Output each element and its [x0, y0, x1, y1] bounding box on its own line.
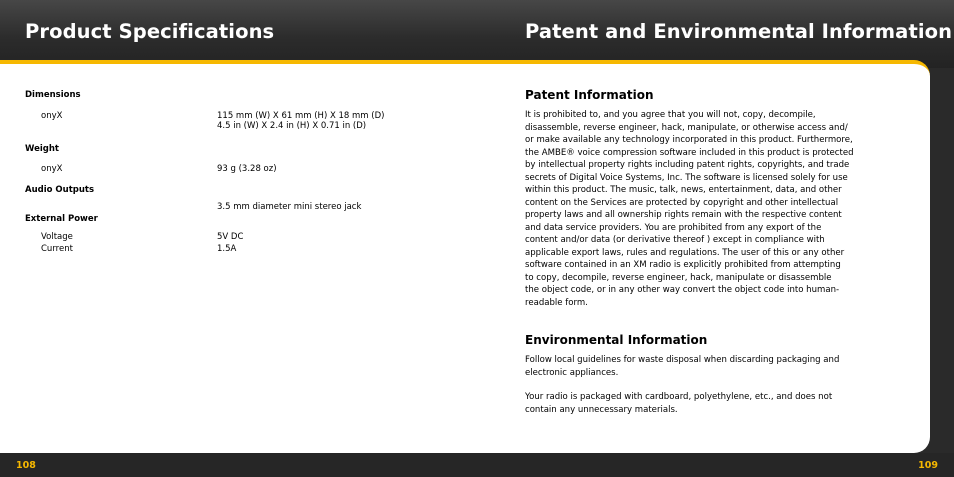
patent-line: the AMBE® voice compression software included in this product is protected — [525, 147, 854, 158]
patent-line: content and/or data (or derivative thereof ) except in compliance with — [525, 235, 825, 245]
patent-line: applicable export laws, rules and regulations. The user of this or any other — [525, 247, 845, 258]
patent-line: property laws and all ownership rights remain with the respective content — [525, 210, 842, 220]
content-panel — [0, 60, 930, 453]
current-label: Current — [41, 244, 73, 254]
left-page-number: 108 — [16, 460, 36, 471]
dimensions-value-imperial: 4.5 in (W) X 2.4 in (H) X 0.71 in (D) — [217, 121, 367, 131]
patent-line: the object code, or in any other way convert the object code into human- — [525, 285, 840, 295]
environmental-paragraph-2 — [525, 391, 910, 416]
patent-line: readable form. — [525, 297, 588, 308]
audio-outputs-heading: Audio Outputs — [25, 185, 95, 195]
patent-line: software contained in an XM radio is explicitly prohibited from attempting — [525, 260, 841, 270]
page-header — [0, 0, 954, 68]
dimensions-heading: Dimensions — [25, 90, 81, 100]
environmental-heading: Environmental Information — [525, 333, 708, 347]
right-page-title: Patent and Environmental Information — [525, 20, 953, 43]
patent-line: content on the Services are protected by copyright and other intellectual — [525, 197, 839, 208]
patent-heading: Patent Information — [525, 88, 654, 102]
patent-line: by intellectual property rights including patent rights, copyrights, and trade — [525, 160, 850, 170]
dimensions-label: onyX — [41, 111, 63, 121]
weight-heading: Weight — [25, 144, 59, 154]
right-page-number: 109 — [918, 460, 938, 471]
voltage-value: 5V DC — [217, 232, 244, 242]
patent-line: disassemble, reverse engineer, hack, manipulate, or otherwise access and/ — [525, 122, 848, 133]
weight-label: onyX — [41, 164, 63, 174]
page-footer — [0, 453, 954, 477]
left-page-title: Product Specifications — [25, 20, 275, 43]
patent-line: to copy, decompile, reverse engineer, hack, manipulate or disassemble — [525, 272, 832, 283]
environmental-paragraph-1 — [525, 354, 910, 379]
patent-paragraph — [525, 109, 910, 309]
environmental-line: Follow local guidelines for waste disposal when discarding packaging and — [525, 355, 840, 365]
current-value: 1.5A — [217, 244, 237, 254]
patent-line: It is prohibited to, and you agree that you will not, copy, decompile, — [525, 110, 816, 120]
patent-line: within this product. The music, talk, news, entertainment, data, and other — [525, 185, 842, 195]
environmental-line: electronic appliances. — [525, 367, 619, 378]
patent-line: and data service providers. You are prohibited from any export of the — [525, 222, 822, 233]
voltage-label: Voltage — [41, 232, 73, 242]
audio-outputs-value: 3.5 mm diameter mini stereo jack — [217, 202, 362, 212]
environmental-line: Your radio is packaged with cardboard, polyethylene, etc., and does not — [525, 392, 833, 402]
dimensions-value-metric: 115 mm (W) X 61 mm (H) X 18 mm (D) — [217, 111, 385, 121]
patent-line: or make available any technology incorporated in this product. Furthermore, — [525, 135, 853, 145]
external-power-heading: External Power — [25, 214, 98, 224]
environmental-line: contain any unnecessary materials. — [525, 404, 678, 415]
weight-value: 93 g (3.28 oz) — [217, 164, 277, 174]
patent-line: secrets of Digital Voice Systems, Inc. The software is licensed solely for use — [525, 172, 848, 183]
